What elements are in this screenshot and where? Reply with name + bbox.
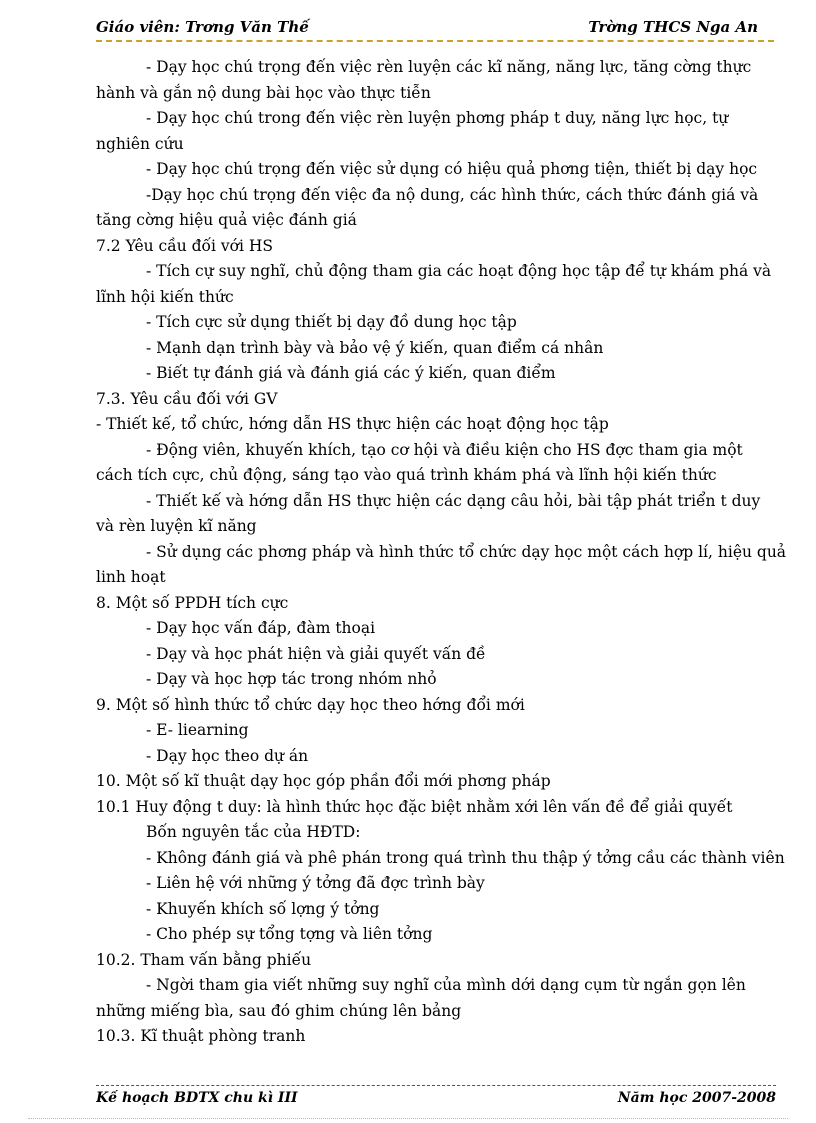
section-heading: 9. Một số hình thức tổ chức dạy học theo hớng đổi mới (96, 695, 525, 714)
text-line: - Dạy và học phát hiện và giải quyết vấn đề (146, 644, 486, 663)
text-line: - Không đánh giá và phê phán trong quá trình thu thập ý tởng cầu các thành viên (146, 848, 785, 867)
header-divider (96, 40, 774, 42)
text-line: - Dạy học theo dự án (146, 746, 309, 765)
text-line: - Dạy học chú trọng đến việc sử dụng có hiệu quả phơng tiện, thiết bị dạy học (146, 160, 758, 178)
text-line: và rèn luyện kĩ năng (96, 517, 257, 535)
text-line: - Khuyến khích số lợng ý tởng (146, 899, 380, 918)
text-line: nghiên cứu (96, 134, 184, 153)
text-line: - Ngời tham gia viết những suy nghĩ của mình dới dạng cụm từ ngắn gọn lên (146, 976, 746, 994)
page-header (96, 18, 758, 40)
text-line: - E- liearning (146, 721, 249, 739)
page-bottom-divider (28, 1118, 788, 1119)
section-heading: 8. Một số PPDH tích cực (96, 593, 289, 612)
text-line: linh hoạt (96, 568, 166, 586)
text-line: - Dạy và học hợp tác trong nhóm nhỏ (146, 670, 437, 688)
text-line: - Biết tự đánh giá và đánh giá các ý kiến, quan điểm (146, 364, 556, 382)
subsection-heading: 10.3. Kĩ thuật phòng tranh (96, 1027, 306, 1045)
text-line: những miếng bìa, sau đó ghim chúng lên bảng (96, 1001, 462, 1020)
text-line: - Cho phép sự tổng tợng và liên tởng (146, 925, 433, 943)
text-line: - Liên hệ với những ý tởng đã đợc trình bày (146, 874, 485, 892)
text-line: - Tích cực sử dụng thiết bị dạy đồ dung học tập (146, 313, 517, 331)
subsection-heading: 10.2. Tham vấn bằng phiếu (96, 950, 312, 969)
text-line: hành và gắn nộ dung bài học vào thực tiễn (96, 83, 431, 102)
footer-divider (96, 1085, 776, 1086)
subsection-heading: 10.1 Huy động t duy: là hình thức học đặc biệt nhằm xới lên vấn đề để giải quyết (96, 797, 733, 816)
section-heading: 7.2 Yêu cầu đối với HS (96, 236, 274, 255)
footer-plan-title: Kế hoạch BDTX chu kì III (96, 1090, 298, 1106)
text-line: Bốn nguyên tắc của HĐTD: (146, 823, 361, 841)
text-line: tăng cờng hiệu quả việc đánh giá (96, 211, 357, 229)
text-line: - Động viên, khuyến khích, tạo cơ hội và điều kiện cho HS đợc tham gia một (146, 440, 743, 459)
page-footer (96, 1090, 776, 1110)
text-line: - Dạy học vấn đáp, đàm thoại (146, 619, 376, 637)
text-line: -Dạy học chú trọng đến việc đa nộ dung, các hình thức, cách thức đánh giá và (146, 185, 759, 204)
text-line: - Dạy học chú trong đến việc rèn luyện phơng pháp t duy, năng lực học, tự (146, 109, 729, 127)
text-line: - Tích cự suy nghĩ, chủ động tham gia các hoạt động học tập để tự khám phá và (146, 262, 772, 280)
text-line: - Sử dụng các phơng pháp và hình thức tổ chức dạy học một cách hợp lí, hiệu quả (146, 542, 787, 561)
text-line: - Dạy học chú trọng đến việc rèn luyện các kĩ năng, năng lực, tăng cờng thực (146, 58, 752, 76)
header-teacher: Giáo viên: Trơng Văn Thế (96, 18, 309, 36)
text-line: - Thiết kế, tổ chức, hớng dẫn HS thực hiện các hoạt động học tập (96, 415, 609, 433)
header-school: Trờng THCS Nga An (588, 18, 758, 36)
section-heading: 10. Một số kĩ thuật dạy học góp phần đổi mới phơng pháp (96, 772, 551, 790)
document-body (96, 55, 786, 1050)
text-line: - Thiết kế và hớng dẫn HS thực hiện các dạng câu hỏi, bài tập phát triển t duy (146, 491, 761, 510)
text-line: lĩnh hội kiến thức (96, 287, 234, 306)
text-line: cách tích cực, chủ động, sáng tạo vào quá trình khám phá và lĩnh hội kiến thức (96, 466, 717, 484)
footer-school-year: Năm học 2007-2008 (617, 1090, 776, 1106)
section-heading: 7.3. Yêu cầu đối với GV (96, 389, 278, 408)
text-line: - Mạnh dạn trình bày và bảo vệ ý kiến, quan điểm cá nhân (146, 338, 604, 357)
